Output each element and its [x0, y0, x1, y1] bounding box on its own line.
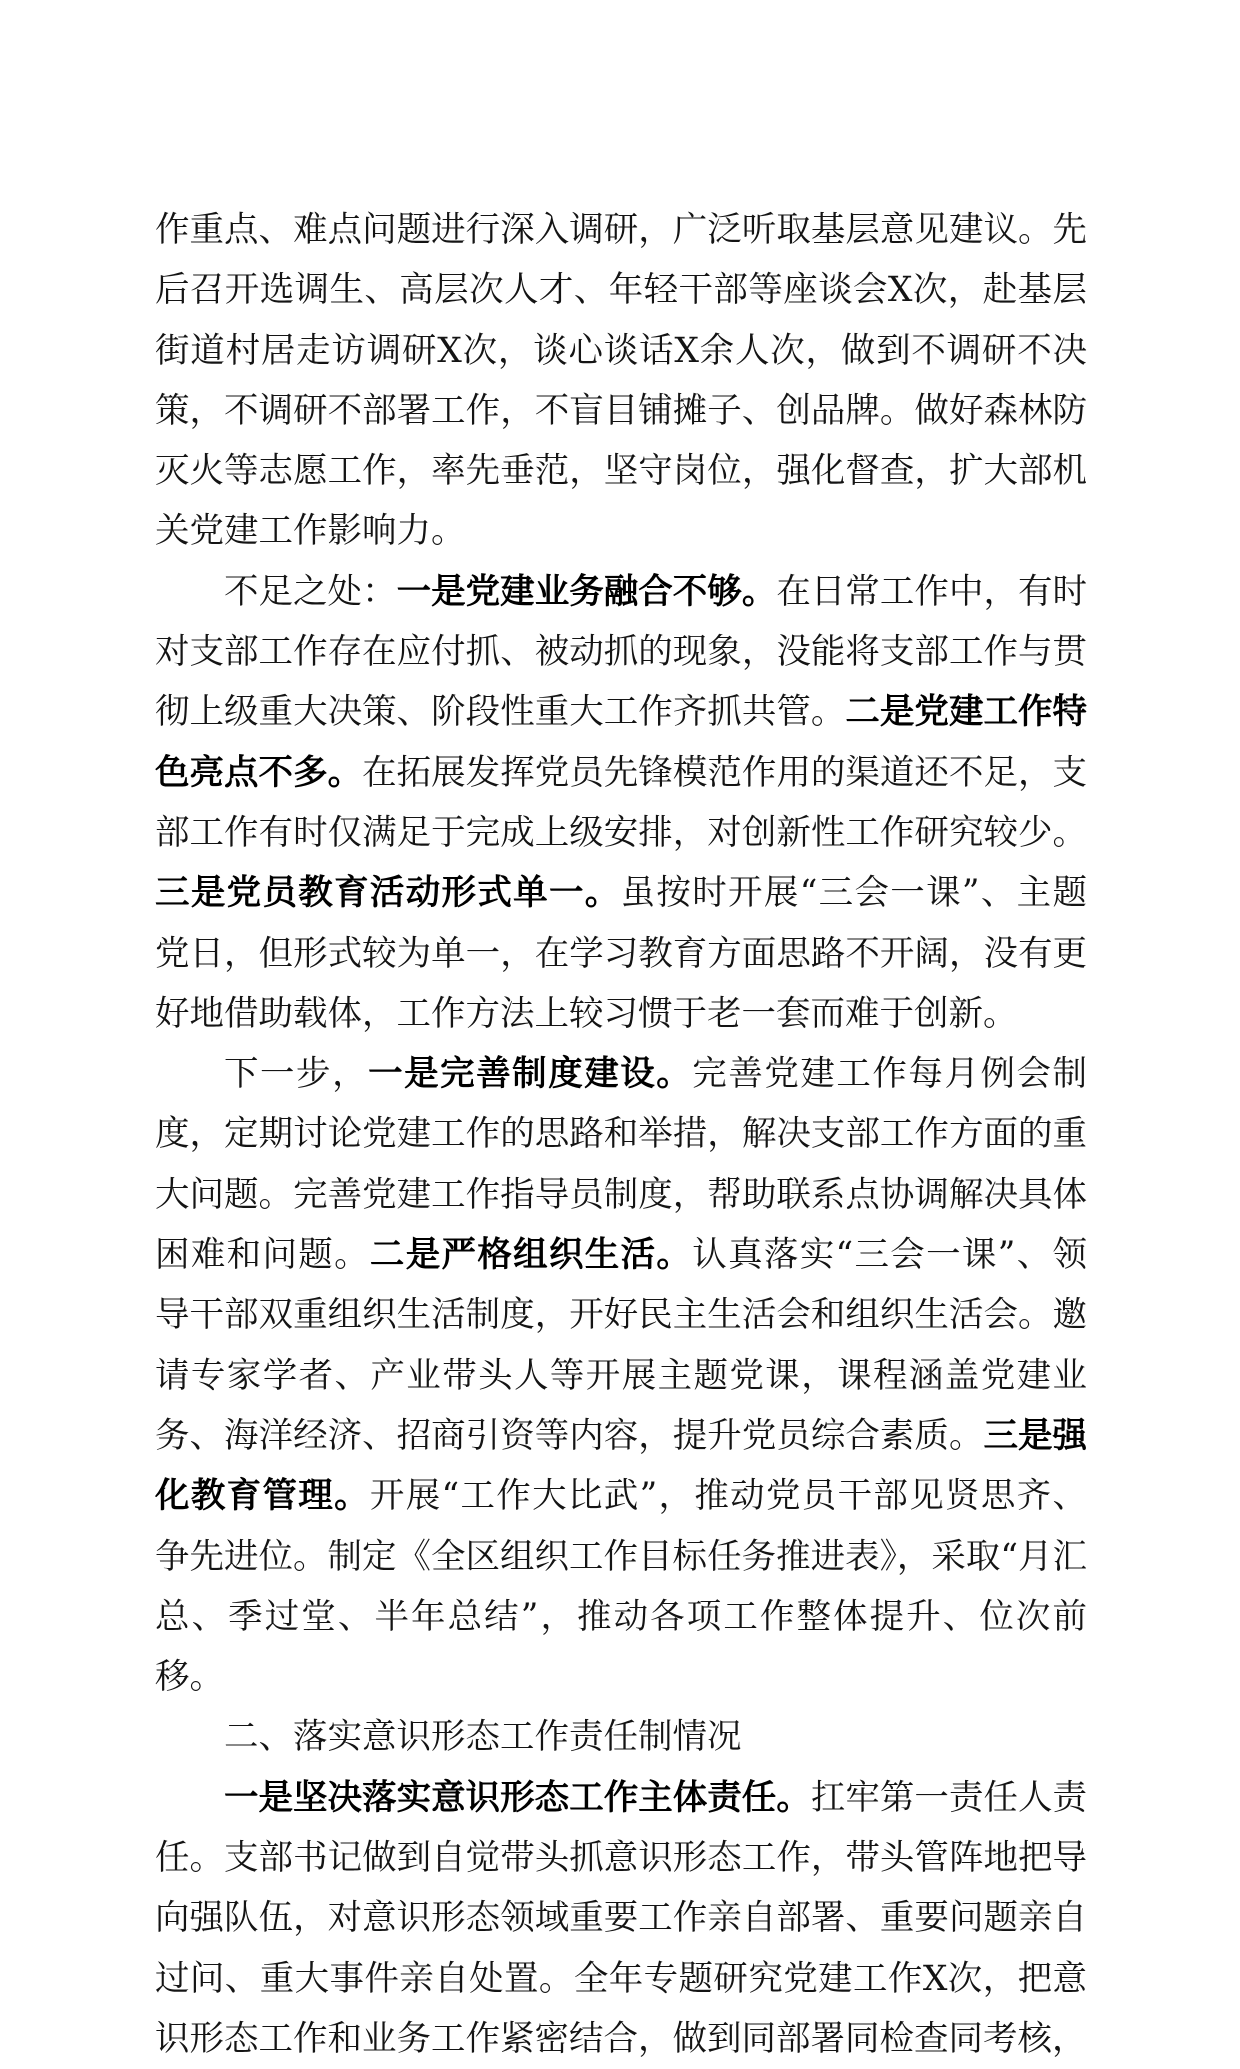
paragraph-research: 作重点、难点问题进行深入调研，广泛听取基层意见建议。先后召开选调生、高层次人才、年轻干部等座谈会X次，赴基层街道村居走访调研X次，谈心谈话X余人次，做到不调研不决策，不调研不部署工作，不盲目铺摊子、创品牌。做好森林防灭火等志愿工作，率先垂范，坚守岗位，强化督查，扩大部机关党建工作影响力。 [155, 210, 1087, 552]
next-steps-lead: 下一步， [224, 1054, 369, 1095]
paragraph-next-steps [155, 1044, 1087, 1707]
next-step-3-title: 三是强化教育管理。 [155, 1415, 1088, 1517]
document-page [155, 200, 1087, 2069]
next-step-2-text: 认真落实“三会一课”、领导干部双重组织生活制度，开好民主生活会和组织生活会。邀请专家学者、产业带头人等开展主题党课，课程涵盖党建业务、海洋经济、招商引资等内容，提升党员综合素质。 [155, 1235, 1088, 1456]
next-step-1-text: 完善党建工作每月例会制度，定期讨论党建工作的思路和举措，解决支部工作方面的重大问题。完善党建工作指导员制度，帮助联系点协调解决具体困难和问题。 [155, 1054, 1088, 1276]
ideology-1-title: 一是坚决落实意识形态工作主体责任。 [224, 1777, 811, 1818]
section-heading-ideology: 二、落实意识形态工作责任制情况 [224, 1717, 742, 1758]
shortcomings-lead: 不足之处： [224, 571, 397, 612]
next-step-1-title: 一是完善制度建设。 [368, 1054, 693, 1095]
next-step-3-text: 开展“工作大比武”，推动党员干部见贤思齐、争先进位。制定《全区组织工作目标任务推进表》，采取“月汇总、季过堂、半年总结”，推动各项工作整体提升、位次前移。 [155, 1476, 1088, 1698]
shortcoming-2-title: 二是党建工作特色亮点不多。 [155, 692, 1088, 793]
shortcoming-3-text: 虽按时开展“三会一课”、主题党日，但形式较为单一，在学习教育方面思路不开阔，没有更好地借助载体，工作方法上较习惯于老一套而难于创新。 [155, 873, 1087, 1034]
paragraph-ideology-responsibility [155, 1768, 1087, 2069]
ideology-1-text: 扛牢第一责任人责任。支部书记做到自觉带头抓意识形态工作，带头管阵地把导向强队伍，对意识形态领域重要工作亲自部署、重要问题亲自过问、重大事件亲自处置。全年专题研究党建工作X次，把意识形态工作和业务工作紧密结合，做到同部署同检查同考核， [155, 1777, 1088, 2059]
shortcoming-1-text: 在日常工作中，有时对支部工作存在应付抓、被动抓的现象，没能将支部工作与贯彻上级重大决策、阶段性重大工作齐抓共管。 [155, 571, 1088, 733]
paragraph-shortcomings [155, 562, 1087, 1044]
shortcoming-2-text: 在拓展发挥党员先锋模范作用的渠道还不足，支部工作有时仅满足于完成上级安排，对创新性工作研究较少。 [155, 752, 1088, 853]
shortcoming-3-title: 三是党员教育活动形式单一。 [155, 873, 621, 914]
shortcoming-1-title: 一是党建业务融合不够。 [396, 571, 777, 612]
next-step-2-title: 二是严格组织生活。 [369, 1235, 693, 1276]
